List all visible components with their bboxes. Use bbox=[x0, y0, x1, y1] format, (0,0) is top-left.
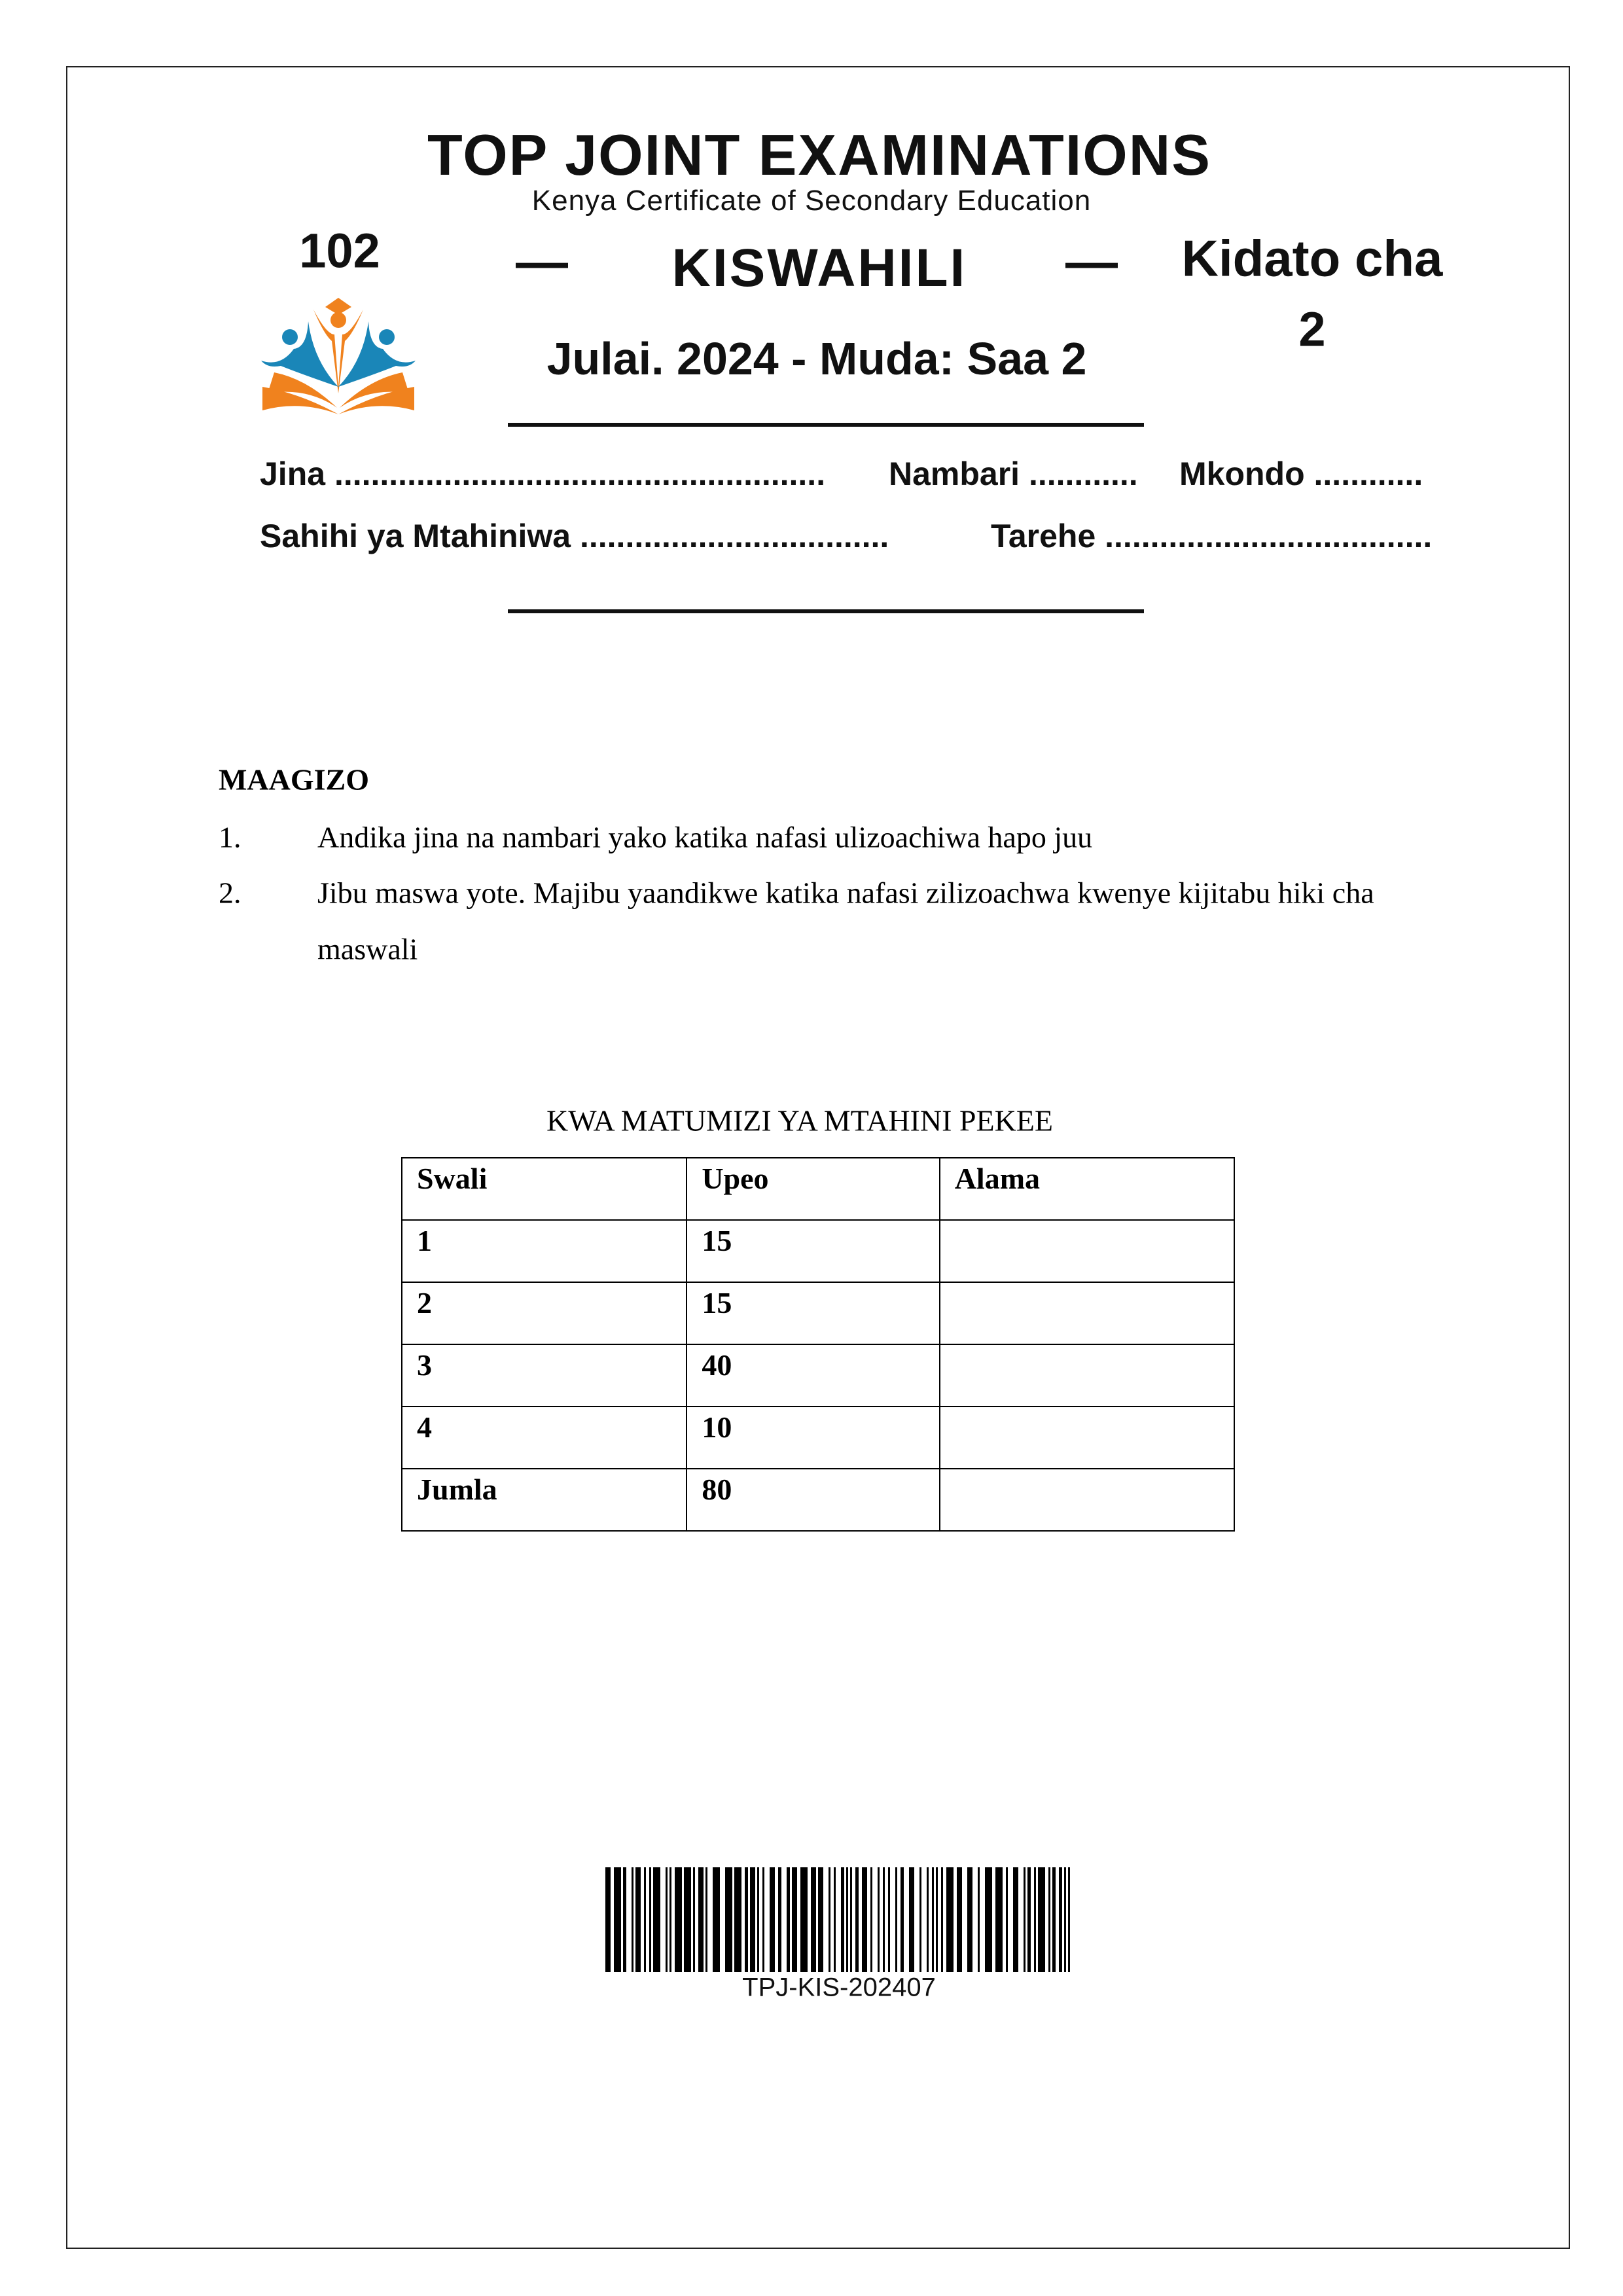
barcode-bar bbox=[883, 1867, 885, 1972]
barcode-bar bbox=[1034, 1867, 1036, 1972]
barcode-bar bbox=[787, 1867, 790, 1972]
header-divider-top bbox=[508, 423, 1144, 427]
barcode-bar bbox=[919, 1867, 921, 1972]
barcode-bar bbox=[878, 1867, 880, 1972]
barcode-bar bbox=[834, 1867, 836, 1972]
barcode-bar bbox=[698, 1867, 704, 1972]
barcode-bar bbox=[811, 1867, 816, 1972]
barcode-bar bbox=[705, 1867, 707, 1972]
max-marks-cell: 15 bbox=[687, 1220, 939, 1282]
barcode-bar bbox=[750, 1867, 755, 1972]
barcode-bar bbox=[909, 1867, 914, 1972]
table-row-total bbox=[402, 1469, 1234, 1531]
barcode-bar bbox=[762, 1867, 764, 1972]
barcode-bar bbox=[605, 1867, 611, 1972]
subject-title: KISWAHILI bbox=[671, 238, 967, 298]
barcode-bar bbox=[957, 1867, 962, 1972]
barcode-bar bbox=[614, 1867, 621, 1972]
barcode-bar bbox=[862, 1867, 867, 1972]
barcode-bar bbox=[684, 1867, 691, 1972]
instructions-heading: MAAGIZO bbox=[219, 762, 369, 797]
header-divider-bottom bbox=[508, 609, 1144, 613]
barcode-bar bbox=[745, 1867, 748, 1972]
barcode-bar bbox=[1038, 1867, 1045, 1972]
barcode-bar bbox=[941, 1867, 943, 1972]
barcode-bar bbox=[1048, 1867, 1050, 1972]
table-row bbox=[402, 1282, 1234, 1344]
barcode-bar bbox=[653, 1867, 660, 1972]
barcode-bar bbox=[946, 1867, 954, 1972]
barcode-bar bbox=[669, 1867, 671, 1972]
barcode-bar bbox=[1068, 1867, 1070, 1972]
instruction-text-continued: maswali bbox=[317, 932, 418, 966]
barcode-bar bbox=[818, 1867, 823, 1972]
barcode-bar bbox=[841, 1867, 844, 1972]
exam-subtitle: Kenya Certificate of Secondary Education bbox=[531, 185, 1092, 217]
question-cell: 1 bbox=[402, 1220, 687, 1282]
barcode-bar bbox=[770, 1867, 775, 1972]
barcode-bar bbox=[623, 1867, 626, 1972]
paper-code: 102 bbox=[299, 223, 380, 278]
barcode-bar bbox=[757, 1867, 759, 1972]
max-marks-cell: 15 bbox=[687, 1282, 939, 1344]
barcode-bar bbox=[713, 1867, 720, 1972]
table-header-row bbox=[402, 1158, 1234, 1220]
instruction-number: 1. bbox=[219, 820, 241, 854]
dash-left: — bbox=[516, 232, 568, 291]
barcode-bar bbox=[978, 1867, 980, 1972]
barcode-bar bbox=[829, 1867, 830, 1972]
barcode-bar bbox=[792, 1867, 797, 1972]
barcode-bar bbox=[895, 1867, 897, 1972]
barcode-bar bbox=[1064, 1867, 1066, 1972]
barcode-bar bbox=[1052, 1867, 1056, 1972]
score-cell[interactable] bbox=[940, 1344, 1234, 1407]
logo-icon bbox=[261, 295, 416, 414]
header-cell: Upeo bbox=[687, 1158, 939, 1220]
barcode-bar bbox=[932, 1867, 934, 1972]
stream-field[interactable]: Mkondo ............ bbox=[1179, 456, 1423, 492]
barcode-bar bbox=[725, 1867, 732, 1972]
marks-table-title: KWA MATUMIZI YA MTAHINI PEKEE bbox=[546, 1103, 1054, 1138]
dash-right: — bbox=[1065, 232, 1118, 291]
barcode-bar bbox=[985, 1867, 992, 1972]
signature-field[interactable]: Sahihi ya Mtahiniwa .................................. bbox=[260, 518, 889, 554]
date-field[interactable]: Tarehe .................................... bbox=[991, 518, 1433, 554]
barcode-bar bbox=[675, 1867, 682, 1972]
barcode-bar bbox=[800, 1867, 808, 1972]
header-cell: Swali bbox=[402, 1158, 687, 1220]
barcode-bar bbox=[888, 1867, 890, 1972]
score-cell[interactable] bbox=[940, 1407, 1234, 1469]
form-number: 2 bbox=[1298, 302, 1326, 357]
score-cell[interactable] bbox=[940, 1282, 1234, 1344]
barcode-bar bbox=[1006, 1867, 1008, 1972]
instruction-text: Andika jina na nambari yako katika nafasi ulizoachiwa hapo juu bbox=[317, 820, 1093, 854]
barcode-bar bbox=[635, 1867, 641, 1972]
barcode-bar bbox=[1024, 1867, 1026, 1972]
barcode-bar bbox=[644, 1867, 646, 1972]
instruction-number: 2. bbox=[219, 876, 241, 910]
barcode-bar bbox=[734, 1867, 741, 1972]
barcode-bar bbox=[850, 1867, 852, 1972]
barcode-bar bbox=[855, 1867, 859, 1972]
table-row bbox=[402, 1407, 1234, 1469]
form-label: Kidato cha bbox=[1181, 229, 1443, 287]
max-marks-cell: 40 bbox=[687, 1344, 939, 1407]
number-field[interactable]: Nambari ............ bbox=[889, 456, 1138, 492]
barcode-bar bbox=[870, 1867, 872, 1972]
table-row bbox=[402, 1220, 1234, 1282]
total-score-cell[interactable] bbox=[940, 1469, 1234, 1531]
barcode-bar bbox=[967, 1867, 972, 1972]
barcode-bar bbox=[693, 1867, 695, 1972]
question-cell: 2 bbox=[402, 1282, 687, 1344]
barcode-bar bbox=[936, 1867, 938, 1972]
barcode-bar bbox=[846, 1867, 848, 1972]
barcode-bar bbox=[1059, 1867, 1062, 1972]
barcode-bar bbox=[1013, 1867, 1018, 1972]
question-cell: 4 bbox=[402, 1407, 687, 1469]
total-label-cell: Jumla bbox=[402, 1469, 687, 1531]
barcode-bar bbox=[632, 1867, 633, 1972]
instruction-text: Jibu maswa yote. Majibu yaandikwe katika nafasi zilizoachwa kwenye kijitabu hiki cha bbox=[317, 876, 1374, 910]
max-marks-cell: 10 bbox=[687, 1407, 939, 1469]
header-cell: Alama bbox=[940, 1158, 1234, 1220]
question-cell: 3 bbox=[402, 1344, 687, 1407]
exam-title: TOP JOINT EXAMINATIONS bbox=[427, 122, 1211, 187]
name-field[interactable]: Jina ...................................................... bbox=[260, 456, 826, 492]
barcode-bar bbox=[649, 1867, 651, 1972]
score-cell[interactable] bbox=[940, 1220, 1234, 1282]
date-duration: Julai. 2024 - Muda: Saa 2 bbox=[546, 333, 1087, 384]
table-row bbox=[402, 1344, 1234, 1407]
barcode-bar bbox=[901, 1867, 904, 1972]
barcode-bar bbox=[666, 1867, 668, 1972]
barcode-bar bbox=[778, 1867, 781, 1972]
marks-table bbox=[401, 1157, 1235, 1532]
barcode-bar bbox=[927, 1867, 929, 1972]
barcode-icon bbox=[605, 1867, 1073, 1972]
barcode-bar bbox=[1027, 1867, 1031, 1972]
barcode-bar bbox=[995, 1867, 1003, 1972]
barcode-text: TPJ-KIS-202407 bbox=[742, 1973, 936, 2002]
total-max-cell: 80 bbox=[687, 1469, 939, 1531]
